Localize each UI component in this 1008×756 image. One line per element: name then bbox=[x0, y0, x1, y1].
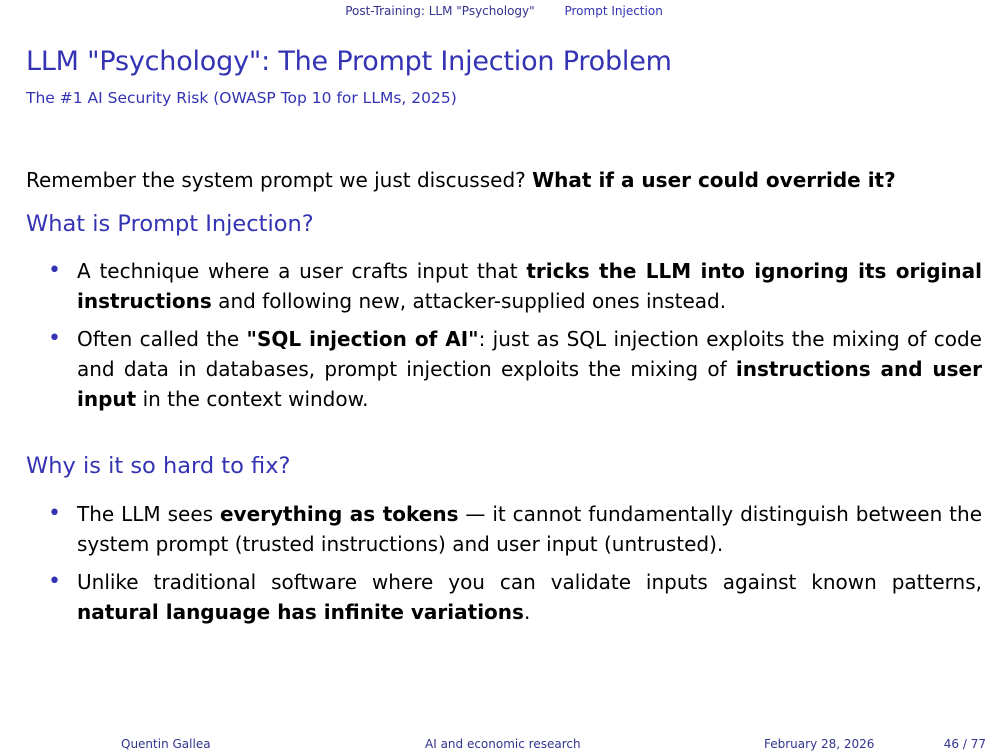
block-heading-what-is: What is Prompt Injection? bbox=[26, 211, 314, 237]
item-text: A technique where a user crafts input that bbox=[77, 259, 527, 283]
bullet-icon: • bbox=[48, 569, 61, 594]
list-item bbox=[48, 567, 982, 627]
intro-text: Remember the system prompt we just discussed? bbox=[26, 168, 533, 192]
bullet-icon: • bbox=[48, 258, 61, 283]
intro-question: What if a user could override it? bbox=[532, 168, 896, 192]
footer bbox=[0, 737, 1008, 753]
nav-section-link[interactable]: Post-Training: LLM "Psychology" bbox=[345, 4, 535, 18]
item-text: Often called the bbox=[77, 327, 247, 351]
item-text: Unlike traditional software where you can validate inputs against known patterns, bbox=[77, 570, 982, 594]
footer-date: February 28, 2026 bbox=[764, 737, 875, 751]
list-item bbox=[48, 324, 982, 414]
bullet-list-why-hard bbox=[48, 499, 982, 635]
item-emphasis: "SQL injection of AI" bbox=[246, 327, 479, 351]
item-text: in the context window. bbox=[136, 387, 369, 411]
intro-paragraph bbox=[26, 168, 986, 192]
footer-page-number: 46 / 77 bbox=[943, 737, 986, 751]
bullet-icon: • bbox=[48, 326, 61, 351]
slide-title: LLM "Psychology": The Prompt Injection Problem bbox=[26, 46, 672, 77]
slide-subtitle: The #1 AI Security Risk (OWASP Top 10 for LLMs, 2025) bbox=[26, 89, 457, 107]
item-emphasis: everything as tokens bbox=[219, 502, 459, 526]
item-text: The LLM sees bbox=[77, 502, 220, 526]
item-emphasis: instructions and user input bbox=[77, 357, 982, 411]
item-text: . bbox=[523, 600, 531, 624]
bullet-list-what-is bbox=[48, 256, 982, 422]
list-item bbox=[48, 499, 982, 559]
item-text: — it cannot fundamentally distinguish between the system prompt (trusted instructions) and user input (untrusted). bbox=[77, 502, 983, 556]
navigation-bar bbox=[0, 4, 1008, 18]
bullet-icon: • bbox=[48, 501, 61, 526]
footer-title: AI and economic research bbox=[425, 737, 581, 751]
item-emphasis: natural language has infinite variations bbox=[77, 600, 524, 624]
footer-author: Quentin Gallea bbox=[121, 737, 211, 751]
list-item bbox=[48, 256, 982, 316]
nav-subsection-link[interactable]: Prompt Injection bbox=[564, 4, 663, 18]
item-text: and following new, attacker-supplied ones instead. bbox=[211, 289, 727, 313]
item-text: : just as SQL injection exploits the mixing of code and data in databases, prompt injection exploits the mixing of bbox=[77, 327, 982, 381]
item-emphasis: tricks the LLM into ignoring its original instructions bbox=[77, 259, 983, 313]
block-heading-why-hard: Why is it so hard to fix? bbox=[26, 453, 291, 479]
